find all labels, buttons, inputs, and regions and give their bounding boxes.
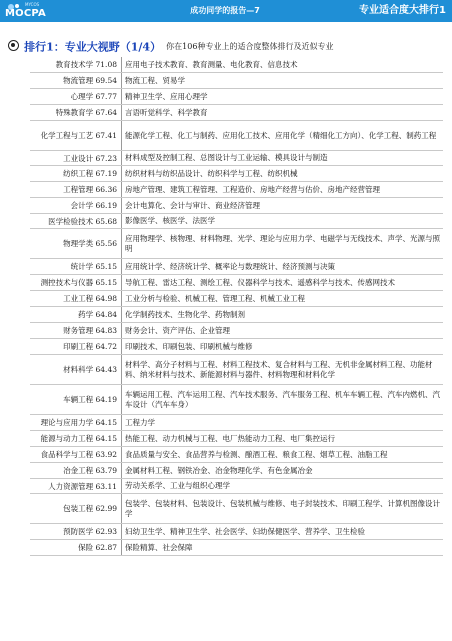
fit-score: 71.08 <box>95 60 117 69</box>
table-row <box>30 339 443 355</box>
related-majors: 导航工程、雷达工程、测绘工程、仪器科学与技术、遥感科学与技术、传感网技术 <box>125 277 395 287</box>
related-majors-cell <box>121 463 443 478</box>
major-name-cell <box>30 198 121 213</box>
logo-small-text: MYCOS <box>25 2 40 7</box>
major-name-cell <box>30 89 121 104</box>
related-majors: 能源化学工程、化工与制药、应用化工技术、应用化学（精细化工方向）、化学工程、制药工程 <box>125 130 437 140</box>
major-name-cell <box>30 431 121 446</box>
table-row <box>30 323 443 339</box>
fit-score: 63.79 <box>95 466 117 475</box>
related-majors-cell <box>121 214 443 228</box>
fit-score: 64.19 <box>95 395 117 404</box>
fit-score: 67.64 <box>95 108 117 117</box>
related-majors-cell <box>121 182 443 197</box>
table-row <box>30 259 443 275</box>
major-ranking-table <box>30 57 443 556</box>
table-row <box>30 121 443 151</box>
related-majors: 劳动关系学、工业与组织心理学 <box>125 481 230 490</box>
fit-score: 65.68 <box>95 216 117 226</box>
subtitle <box>8 36 334 54</box>
major-name: 预防医学 <box>63 527 94 536</box>
major-name-cell <box>30 275 121 290</box>
related-majors: 工业分析与检验、机械工程、管理工程、机械工业工程 <box>125 293 305 303</box>
major-name: 化学工程与工艺 <box>40 131 94 140</box>
table-row <box>30 229 443 259</box>
related-majors-cell <box>121 355 443 384</box>
related-majors: 保险精算、社会保障 <box>125 542 193 552</box>
related-majors: 应用物理学、核物理、材料物理、光学、理论与应用力学、电磁学与无线技术、声学、光源与照明 <box>125 233 440 253</box>
table-row <box>30 431 443 447</box>
table-row <box>30 275 443 291</box>
table-row <box>30 73 443 89</box>
fit-score: 65.56 <box>95 239 117 248</box>
major-name: 印刷工程 <box>63 342 94 351</box>
major-name-cell <box>30 214 121 228</box>
fit-score: 64.98 <box>95 294 117 303</box>
related-majors: 材料成型及控制工程、总图设计与工业运输、模具设计与制造 <box>125 153 328 162</box>
major-name: 冶金工程 <box>63 466 94 475</box>
table-row <box>30 151 443 166</box>
fit-score: 63.11 <box>95 481 117 491</box>
related-majors: 言语听觉科学、科学教育 <box>125 107 208 117</box>
related-majors: 印刷技术、印刷包装、印刷机械与维修 <box>125 341 253 351</box>
major-name: 财务管理 <box>63 326 94 335</box>
fit-score: 67.19 <box>95 169 117 178</box>
related-majors-cell <box>121 151 443 165</box>
major-name: 食品科学与工程 <box>40 450 94 459</box>
related-majors-cell <box>121 73 443 88</box>
related-majors-cell <box>121 198 443 213</box>
fit-score: 67.77 <box>95 92 117 101</box>
related-majors-cell <box>121 166 443 181</box>
related-majors-cell <box>121 494 443 523</box>
related-majors: 妇幼卫生学、精神卫生学、社会医学、妇幼保健医学、营养学、卫生检验 <box>125 526 365 536</box>
fit-score: 65.15 <box>95 278 117 287</box>
major-name: 测控技术与仪器 <box>40 278 94 287</box>
major-name: 物流管理 <box>63 76 94 85</box>
major-name: 保险 <box>78 543 94 552</box>
related-majors-cell <box>121 524 443 539</box>
related-majors: 包装学、包装材料、包装设计、包装机械与维修、电子封装技术、印刷工程学、计算机图像设计学 <box>125 498 440 518</box>
fit-score: 64.84 <box>95 310 117 319</box>
major-name-cell <box>30 385 121 414</box>
related-majors-cell <box>121 415 443 430</box>
related-majors-cell <box>121 385 443 414</box>
major-name: 工业设计 <box>63 153 94 163</box>
related-majors: 化学制药技术、生物化学、药物制剂 <box>125 309 245 319</box>
subtitle-heading: 排行1：专业大视野（1/4） <box>24 40 162 54</box>
table-row <box>30 198 443 214</box>
fit-score: 64.83 <box>95 326 117 335</box>
table-row <box>30 494 443 524</box>
major-name: 统计学 <box>70 262 94 271</box>
major-name: 心理学 <box>70 92 94 101</box>
related-majors-cell <box>121 339 443 354</box>
major-name: 物理学类 <box>63 239 94 248</box>
related-majors-cell <box>121 57 443 72</box>
related-majors-cell <box>121 479 443 493</box>
related-majors: 车辆运用工程、汽车运用工程、汽车技术服务、汽车服务工程、机车车辆工程、汽车内燃机、汽车设计（汽车车身） <box>125 389 440 409</box>
major-name-cell <box>30 291 121 306</box>
major-name-cell <box>30 524 121 539</box>
major-name: 理论与应用力学 <box>40 418 94 427</box>
table-row <box>30 355 443 385</box>
related-majors: 应用统计学、经济统计学、概率论与数理统计、经济预测与决策 <box>125 261 335 271</box>
related-majors-cell <box>121 121 443 150</box>
related-majors-cell <box>121 105 443 120</box>
related-majors-cell <box>121 323 443 338</box>
table-row <box>30 57 443 73</box>
major-name: 包装工程 <box>63 504 94 513</box>
table-row <box>30 447 443 463</box>
related-majors: 影像医学、核医学、法医学 <box>125 216 215 225</box>
related-majors: 物流工程、贸易学 <box>125 75 185 85</box>
related-majors: 食品质量与安全、食品营养与检测、酿酒工程、粮食工程、烟草工程、油脂工程 <box>125 449 388 459</box>
major-name-cell <box>30 259 121 274</box>
logo-text: MOCPA <box>5 8 46 19</box>
major-name: 能源与动力工程 <box>40 434 94 443</box>
table-row <box>30 291 443 307</box>
table-row <box>30 385 443 415</box>
fit-score: 64.43 <box>95 365 117 374</box>
related-majors: 金属材料工程、钢铁冶金、冶金物理化学、有色金属冶金 <box>125 465 313 475</box>
fit-score: 62.99 <box>95 504 117 513</box>
fit-score: 66.19 <box>95 201 117 210</box>
related-majors-cell <box>121 89 443 104</box>
major-name-cell <box>30 479 121 493</box>
related-majors: 房地产管理、建筑工程管理、工程造价、房地产经营与估价、房地产经营管理 <box>125 184 380 194</box>
fit-score: 64.15 <box>95 418 117 427</box>
major-name-cell <box>30 105 121 120</box>
major-name-cell <box>30 151 121 165</box>
major-name-cell <box>30 182 121 197</box>
fit-score: 67.41 <box>95 131 117 140</box>
related-majors: 热能工程、动力机械与工程、电厂热能动力工程、电厂集控运行 <box>125 433 335 443</box>
table-row <box>30 479 443 494</box>
table-row <box>30 524 443 540</box>
related-majors: 材料学、高分子材料与工程、材料工程技术、复合材料与工程、无机非金属材料工程、功能材料、纳米材料与技术、新能源材料与器件、材料物理和材料化学 <box>125 359 433 379</box>
table-row <box>30 89 443 105</box>
table-row <box>30 415 443 431</box>
related-majors-cell <box>121 275 443 290</box>
major-name: 会计学 <box>70 201 94 210</box>
fit-score: 63.92 <box>95 450 117 459</box>
header-bar <box>0 0 452 22</box>
fit-score: 62.93 <box>95 527 117 536</box>
major-name-cell <box>30 355 121 384</box>
fit-score: 62.87 <box>95 543 117 552</box>
related-majors-cell <box>121 540 443 555</box>
major-name: 人力资源管理 <box>48 481 94 491</box>
major-name: 工程管理 <box>63 185 94 194</box>
related-majors: 精神卫生学、应用心理学 <box>125 91 208 101</box>
major-name-cell <box>30 339 121 354</box>
fit-score: 66.36 <box>95 185 117 194</box>
major-name: 特殊教育学 <box>55 108 94 117</box>
related-majors-cell <box>121 259 443 274</box>
major-name: 工业工程 <box>63 294 94 303</box>
subtitle-note: 你在106种专业上的适合度整体排行及近似专业 <box>166 42 334 51</box>
related-majors: 纺织材料与纺织品设计、纺织科学与工程、纺织机械 <box>125 168 298 178</box>
major-name-cell <box>30 323 121 338</box>
major-name-cell <box>30 463 121 478</box>
major-name-cell <box>30 415 121 430</box>
major-name-cell <box>30 166 121 181</box>
table-row <box>30 214 443 229</box>
fit-score: 69.54 <box>95 76 117 85</box>
related-majors: 工程力学 <box>125 417 155 427</box>
major-name: 医学检验技术 <box>48 216 94 226</box>
related-majors-cell <box>121 307 443 322</box>
major-name-cell <box>30 73 121 88</box>
major-name-cell <box>30 494 121 523</box>
major-name-cell <box>30 447 121 462</box>
table-row <box>30 540 443 556</box>
major-name: 药学 <box>78 310 94 319</box>
fit-score: 64.15 <box>95 434 117 443</box>
major-name-cell <box>30 307 121 322</box>
major-name-cell <box>30 229 121 258</box>
major-name-cell <box>30 540 121 555</box>
logo <box>3 2 61 20</box>
related-majors: 财务会计、资产评估、企业管理 <box>125 325 230 335</box>
fit-score: 67.23 <box>95 153 117 163</box>
related-majors-cell <box>121 431 443 446</box>
related-majors: 应用电子技术教育、教育测量、电化教育、信息技术 <box>125 59 298 69</box>
section-title: 专业适合度大排行1 <box>359 5 446 16</box>
related-majors-cell <box>121 291 443 306</box>
related-majors-cell <box>121 229 443 258</box>
major-name-cell <box>30 121 121 150</box>
fit-score: 65.15 <box>95 262 117 271</box>
major-name: 纺织工程 <box>63 169 94 178</box>
table-row <box>30 105 443 121</box>
major-name: 车辆工程 <box>63 395 94 404</box>
major-name: 材料科学 <box>63 365 94 374</box>
report-title: 成功同学的报告—7 <box>190 6 260 15</box>
fit-score: 64.72 <box>95 342 117 351</box>
related-majors-cell <box>121 447 443 462</box>
table-row <box>30 166 443 182</box>
related-majors: 会计电算化、会计与审计、商业经济管理 <box>125 200 260 210</box>
major-name: 教育技术学 <box>55 60 94 69</box>
table-row <box>30 463 443 479</box>
table-row <box>30 307 443 323</box>
bullet-circle-icon <box>8 40 19 51</box>
major-name-cell <box>30 57 121 72</box>
table-row <box>30 182 443 198</box>
